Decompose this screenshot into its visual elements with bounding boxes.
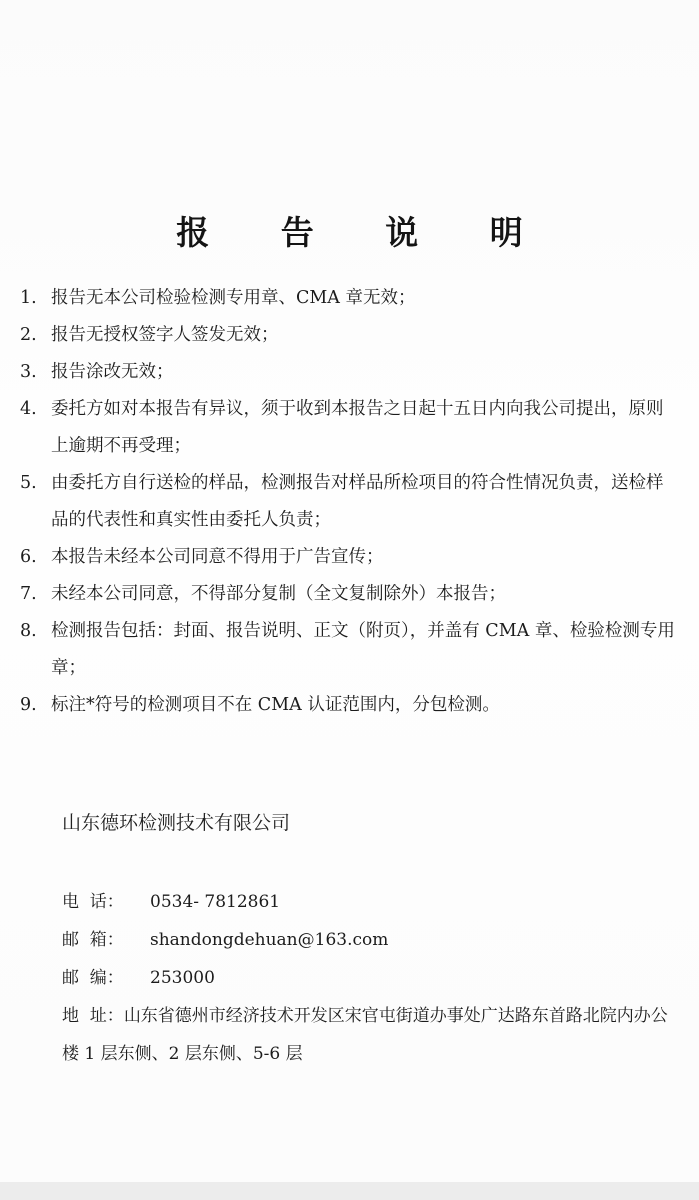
list-item	[0, 280, 699, 317]
email-row	[62, 921, 682, 959]
note-number: 1.	[20, 288, 37, 308]
note-text: 报告无本公司检验检测专用章、CMA 章无效；	[51, 288, 416, 308]
address-label: 地 址：	[62, 1006, 124, 1026]
note-text: 本报告未经本公司同意不得用于广告宣传；	[51, 547, 384, 567]
postcode-row	[62, 959, 682, 997]
page-title: 报 告 说 明	[176, 213, 553, 252]
note-text: 标注*符号的检测项目不在 CMA 认证范围内，分包检测。	[51, 695, 500, 715]
list-item	[0, 613, 699, 687]
bottom-strip	[0, 1182, 699, 1200]
note-number: 3.	[20, 362, 37, 382]
postcode-label: 邮 编：	[62, 968, 124, 988]
list-item	[0, 539, 699, 576]
email-label: 邮 箱：	[62, 930, 124, 950]
phone-label: 电 话：	[62, 892, 124, 912]
list-item	[0, 354, 699, 391]
phone-row	[62, 883, 682, 921]
list-item	[0, 317, 699, 354]
postcode-value: 253000	[150, 968, 215, 988]
note-text: 报告涂改无效；	[51, 362, 174, 382]
list-item	[0, 391, 699, 465]
list-item	[0, 687, 699, 724]
note-number: 2.	[20, 325, 37, 345]
email-value: shandongdehuan@163.com	[150, 930, 389, 950]
note-text: 报告无授权签字人签发无效；	[51, 325, 279, 345]
note-number: 9.	[20, 695, 37, 715]
note-text: 检测报告包括：封面、报告说明、正文（附页），并盖有 CMA 章、检验检测专用章；	[51, 621, 675, 678]
notes-list	[0, 280, 699, 724]
list-item	[0, 465, 699, 539]
note-number: 5.	[20, 473, 37, 493]
address-value: 山东省德州市经济技术开发区宋官屯街道办事处广达路东首路北院内办公楼 1 层东侧、2 层东侧、5-6 层	[62, 1006, 668, 1064]
note-number: 4.	[20, 399, 37, 419]
note-number: 6.	[20, 547, 37, 567]
company-name: 山东德环检测技术有限公司	[62, 812, 291, 834]
note-text: 未经本公司同意，不得部分复制（全文复制除外）本报告；	[51, 584, 506, 604]
contact-block	[62, 883, 682, 1073]
note-number: 7.	[20, 584, 37, 604]
address-row	[62, 997, 682, 1073]
note-number: 8.	[20, 621, 37, 641]
note-text: 由委托方自行送检的样品，检测报告对样品所检项目的符合性情况负责，送检样品的代表性和真实性由委托人负责；	[51, 473, 664, 530]
phone-value: 0534- 7812861	[150, 892, 281, 912]
list-item	[0, 576, 699, 613]
note-text: 委托方如对本报告有异议，须于收到本报告之日起十五日内向我公司提出，原则上逾期不再受理；	[51, 399, 664, 456]
